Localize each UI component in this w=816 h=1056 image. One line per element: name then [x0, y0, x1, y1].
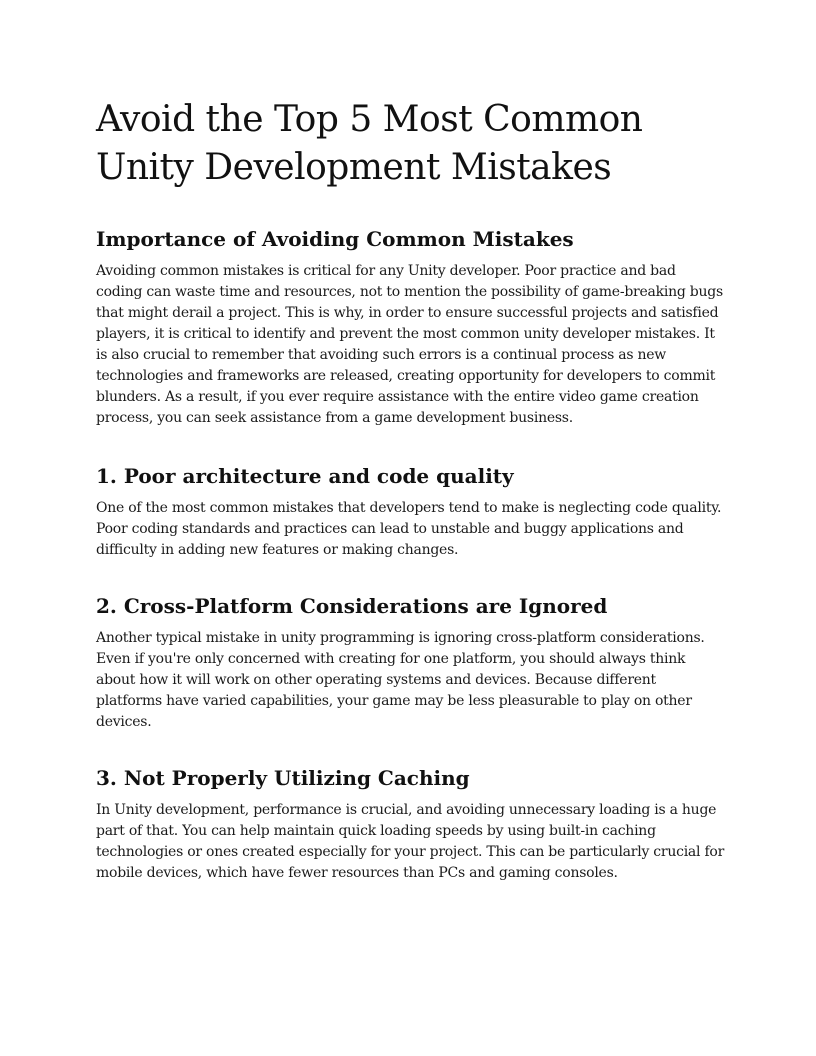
section-heading: 2. Cross-Platform Considerations are Ignored [96, 594, 608, 618]
section-cross-platform [96, 593, 724, 733]
section-heading: Importance of Avoiding Common Mistakes [96, 227, 574, 251]
section-caching [96, 765, 724, 884]
document-page [96, 96, 724, 884]
section-body: One of the most common mistakes that developers tend to make is neglecting code quality. Poor coding standards and practices can lead to unstable and buggy applications and difficulty in adding new features or making changes. [96, 500, 722, 558]
section-body: In Unity development, performance is crucial, and avoiding unnecessary loading is a huge part of that. You can help maintain quick loading speeds by using built-in caching technologies or ones created especially for your project. This can be particularly crucial for mobile devices, which have fewer resources than PCs and gaming consoles. [96, 802, 725, 881]
section-body: Avoiding common mistakes is critical for any Unity developer. Poor practice and bad coding can waste time and resources, not to mention the possibility of game-breaking bugs that might derail a project. This is why, in order to ensure successful projects and satisfied players, it is critical to identify and prevent the most common unity developer mistakes. It is also crucial to remember that avoiding such errors is a continual process as new technologies and frameworks are released, creating opportunity for developers to commit blunders. As a result, if you ever require assistance with the entire video game creation process, you can seek assistance from a game development business. [96, 263, 723, 426]
section-importance [96, 226, 724, 429]
section-heading: 1. Poor architecture and code quality [96, 464, 514, 488]
section-poor-architecture [96, 463, 724, 561]
section-heading: 3. Not Properly Utilizing Caching [96, 766, 470, 790]
section-body: Another typical mistake in unity programming is ignoring cross-platform considerations. Even if you're only concerned with creating for one platform, you should always think about how it will work on other operating systems and devices. Because different platforms have varied capabilities, your game may be less pleasurable to play on other devices. [96, 630, 705, 730]
document-title: Avoid the Top 5 Most Common Unity Development Mistakes [96, 99, 643, 188]
